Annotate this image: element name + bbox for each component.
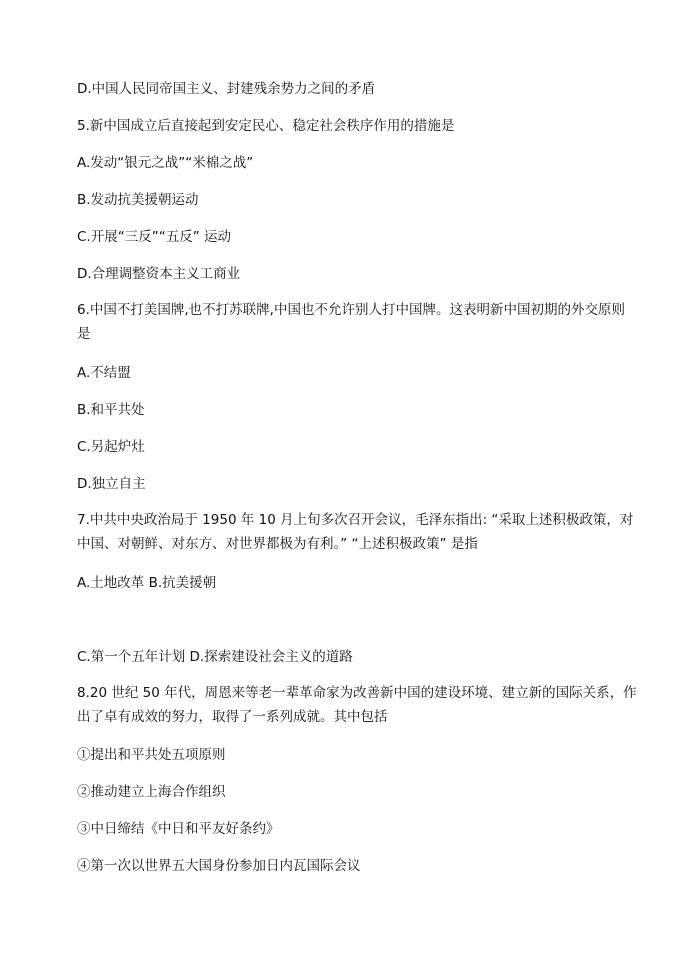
q5-stem: 5.新中国成立后直接起到安定民心、稳定社会秩序作用的措施是 <box>77 118 455 134</box>
q5-option-d: D.合理调整资本主义工商业 <box>77 266 241 282</box>
q8-item-1: ①提出和平共处五项原则 <box>77 747 226 763</box>
q8-item-4: ④第一次以世界五大国身份参加日内瓦国际会议 <box>77 858 361 874</box>
q7-options-ab: A.土地改革 B.抗美援朝 <box>77 575 217 591</box>
q6-stem: 6.中国不打美国牌,也不打苏联牌,中国也不允许别人打中国牌。这表明新中国初期的外交原则是 <box>77 302 625 342</box>
q7-stem: 7.中共中央政治局于 1950 年 10 月上旬多次召开会议，毛泽东指出: “采取上述积极政策，对中国、对朝鲜、对东方、对世界都极为有利。” “上述积极政策” 是指 <box>77 512 634 552</box>
q6-option-a: A.不结盟 <box>77 365 131 381</box>
q6-option-d: D.独立自主 <box>77 476 146 492</box>
q5-option-c: C.开展“三反”“五反” 运动 <box>77 229 231 245</box>
q4-option-d: D.中国人民同帝国主义、封建残余势力之间的矛盾 <box>77 81 376 97</box>
q8-stem: 8.20 世纪 50 年代，周恩来等老一辈革命家为改善新中国的建设环境、建立新的国际关系，作出了卓有成效的努力，取得了一系列成就。其中包括 <box>77 685 637 725</box>
q8-item-3: ③中日缔结《中日和平友好条约》 <box>77 821 280 837</box>
q6-option-b: B.和平共处 <box>77 402 145 418</box>
q7-options-cd: C.第一个五年计划 D.探索建设社会主义的道路 <box>77 649 353 665</box>
q6-option-c: C.另起炉灶 <box>77 439 145 455</box>
q5-option-a: A.发动“银元之战”“米棉之战” <box>77 155 254 171</box>
q5-option-b: B.发动抗美援朝运动 <box>77 192 199 208</box>
q8-item-2: ②推动建立上海合作组织 <box>77 784 226 800</box>
